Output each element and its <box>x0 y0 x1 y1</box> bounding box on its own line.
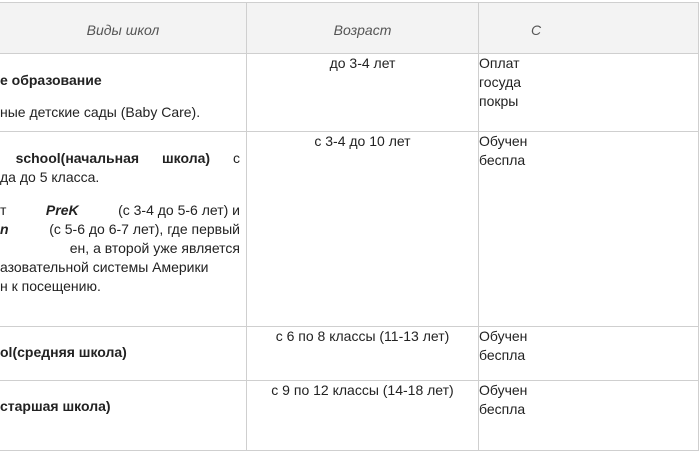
header-age: Возраст <box>247 3 479 54</box>
school-types-table <box>0 2 699 451</box>
school-type-title: school(начальная школа) с <box>15 150 240 166</box>
cost-cell: Обучен беспла <box>479 327 699 381</box>
header-cost: С <box>479 3 699 54</box>
school-type-desc: ные детские сады (Baby Care). <box>0 104 201 120</box>
school-type-title: ol(средняя школа) <box>0 344 127 360</box>
table-row <box>0 327 699 381</box>
school-type-title: старшая школа) <box>0 398 111 414</box>
cost-cell: Обучен беспла <box>479 381 699 451</box>
table-row <box>0 54 699 132</box>
header-school-types: Виды школ <box>0 3 247 54</box>
school-type-cell <box>0 327 247 381</box>
age-cell: с 3-4 до 10 лет <box>247 132 479 327</box>
school-type-title: е образование <box>0 72 102 88</box>
school-type-cell <box>0 54 247 132</box>
table-row <box>0 132 699 327</box>
cost-cell: Обучен беспла <box>479 132 699 327</box>
table-header-row <box>0 3 699 54</box>
age-cell: с 6 по 8 классы (11-13 лет) <box>247 327 479 381</box>
age-cell: с 9 по 12 классы (14-18 лет) <box>247 381 479 451</box>
cost-cell: Оплат госуда покры <box>479 54 699 132</box>
age-cell: до 3-4 лет <box>247 54 479 132</box>
school-type-cell <box>0 381 247 451</box>
school-type-cell: school(начальная школа) с да до 5 класса. т PreK (с 3-4 до 5-6 лет) и n (с 5-6 до 6-7 лет), где первый ен, а второй уже является азовательной системы Америки н к посещению. <box>0 132 247 327</box>
table-row <box>0 381 699 451</box>
